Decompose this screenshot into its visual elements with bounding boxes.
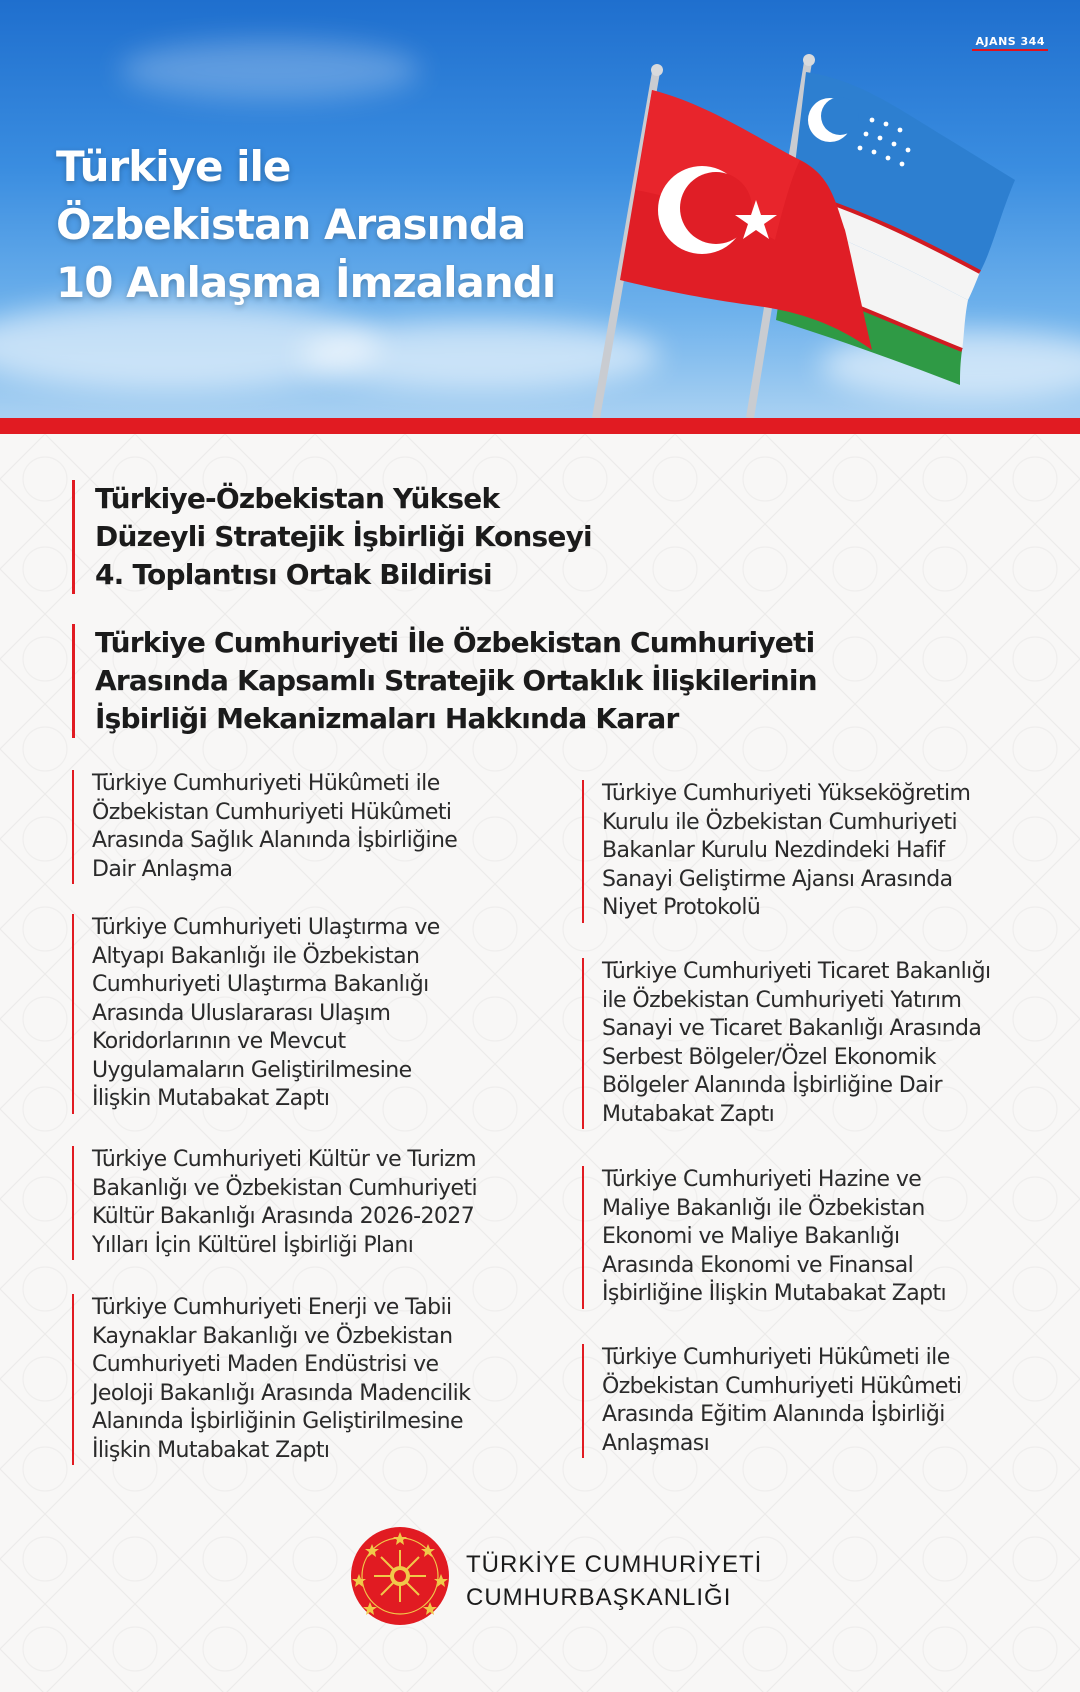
- presidency-line: TÜRKİYE CUMHURİYETİ: [466, 1551, 763, 1578]
- item-line: Kurulu ile Özbekistan Cumhuriyeti: [602, 809, 958, 835]
- hero-banner: [0, 0, 1080, 418]
- item-line: Türkiye Cumhuriyeti Yükseköğretim: [602, 781, 971, 806]
- item-line: Mutabakat Zaptı: [602, 1101, 775, 1127]
- agreement-item: [72, 1146, 532, 1260]
- item-line: Maliye Bakanlığı ile Özbekistan: [602, 1195, 925, 1221]
- item-line: Cumhuriyeti Maden Endüstrisi ve: [92, 1352, 439, 1377]
- item-line: Uygulamaların Geliştirilmesine: [92, 1057, 412, 1083]
- hero-title-line: Özbekistan Arasında: [56, 200, 526, 249]
- presidency-line: CUMHURBAŞKANLIĞI: [466, 1584, 732, 1611]
- item-line: Kaynaklar Bakanlığı ve Özbekistan: [92, 1323, 453, 1349]
- item-line: Türkiye Cumhuriyeti Kültür ve Turizm: [92, 1147, 476, 1172]
- item-line: Serbest Bölgeler/Özel Ekonomik: [602, 1044, 936, 1070]
- item-line: Arasında Eğitim Alanında İşbirliği: [602, 1402, 945, 1427]
- item-line: Alanında İşbirliğinin Geliştirilmesine: [92, 1409, 463, 1434]
- hero-title: [56, 138, 555, 312]
- item-line: Sanayi ve Ticaret Bakanlığı Arasında: [602, 1016, 982, 1041]
- agreement-item: [582, 958, 1042, 1129]
- item-line: Sanayi Geliştirme Ajansı Arasında: [602, 866, 953, 892]
- heading-line: 4. Toplantısı Ortak Bildirisi: [95, 558, 492, 591]
- item-line: Arasında Sağlık Alanında İşbirliğine: [92, 828, 458, 853]
- accent-divider: [0, 418, 1080, 434]
- flag-pole-top: [651, 64, 663, 76]
- item-line: Türkiye Cumhuriyeti Ulaştırma ve: [92, 915, 440, 940]
- item-line: Özbekistan Cumhuriyeti Hükûmeti: [602, 1373, 962, 1399]
- item-line: Koridorlarının ve Mevcut: [92, 1029, 346, 1054]
- presidency-footer: [350, 1526, 770, 1626]
- item-line: Türkiye Cumhuriyeti Hükûmeti ile: [602, 1345, 950, 1370]
- brand-logo: AJANS 344: [972, 34, 1048, 51]
- item-line: Türkiye Cumhuriyeti Ticaret Bakanlığı: [602, 959, 991, 984]
- item-line: Türkiye Cumhuriyeti Hükûmeti ile: [92, 771, 440, 796]
- flag-pole-top: [803, 54, 815, 66]
- item-line: Anlaşması: [602, 1430, 710, 1456]
- item-line: Bölgeler Alanında İşbirliğine Dair: [602, 1073, 942, 1098]
- item-line: İlişkin Mutabakat Zaptı: [92, 1086, 330, 1111]
- heading-line: İşbirliği Mekanizmaları Hakkında Karar: [95, 702, 679, 735]
- item-line: Dair Anlaşma: [92, 856, 233, 882]
- heading-line: Türkiye-Özbekistan Yüksek: [95, 482, 500, 515]
- presidency-name: [466, 1548, 762, 1614]
- cloud: [120, 40, 420, 100]
- presidential-seal-icon: [350, 1526, 450, 1626]
- hero-title-line: 10 Anlaşma İmzalandı: [56, 258, 556, 307]
- agreement-item: [582, 1344, 1042, 1458]
- agreement-item: [72, 914, 532, 1114]
- item-line: Arasında Uluslararası Ulaşım: [92, 1000, 391, 1026]
- heading-line: Arasında Kapsamlı Stratejik Ortaklık İlişkilerinin: [95, 664, 817, 697]
- item-line: ile Özbekistan Cumhuriyeti Yatırım: [602, 987, 962, 1013]
- item-line: Jeoloji Bakanlığı Arasında Madencilik: [92, 1380, 471, 1406]
- item-line: Arasında Ekonomi ve Finansal: [602, 1252, 914, 1278]
- heading-line: Düzeyli Stratejik İşbirliği Konseyi: [95, 520, 592, 553]
- item-line: Yılları İçin Kültürel İşbirliği Planı: [92, 1232, 414, 1258]
- agreement-item: [582, 1166, 1042, 1309]
- agreement-item: [72, 770, 532, 884]
- heading-line: Türkiye Cumhuriyeti İle Özbekistan Cumhuriyeti: [95, 626, 815, 659]
- item-line: Bakanlığı ve Özbekistan Cumhuriyeti: [92, 1175, 477, 1201]
- item-line: Türkiye Cumhuriyeti Hazine ve: [602, 1167, 922, 1192]
- heading-decision: [72, 624, 817, 738]
- item-line: Altyapı Bakanlığı ile Özbekistan: [92, 943, 420, 969]
- agreement-item: [582, 780, 1042, 923]
- hero-title-line: Türkiye ile: [56, 142, 291, 191]
- flags-illustration: [560, 50, 1040, 418]
- agreement-item: [72, 1294, 532, 1465]
- item-line: Türkiye Cumhuriyeti Enerji ve Tabii: [92, 1295, 452, 1320]
- item-line: Niyet Protokolü: [602, 895, 761, 920]
- item-line: Bakanlar Kurulu Nezdindeki Hafif: [602, 838, 945, 863]
- item-line: Kültür Bakanlığı Arasında 2026-2027: [92, 1204, 475, 1229]
- item-line: İşbirliğine İlişkin Mutabakat Zaptı: [602, 1281, 946, 1306]
- item-line: Özbekistan Cumhuriyeti Hükûmeti: [92, 799, 452, 825]
- item-line: Cumhuriyeti Ulaştırma Bakanlığı: [92, 972, 429, 997]
- item-line: Ekonomi ve Maliye Bakanlığı: [602, 1224, 900, 1249]
- heading-joint-declaration: [72, 480, 592, 594]
- item-line: İlişkin Mutabakat Zaptı: [92, 1437, 330, 1463]
